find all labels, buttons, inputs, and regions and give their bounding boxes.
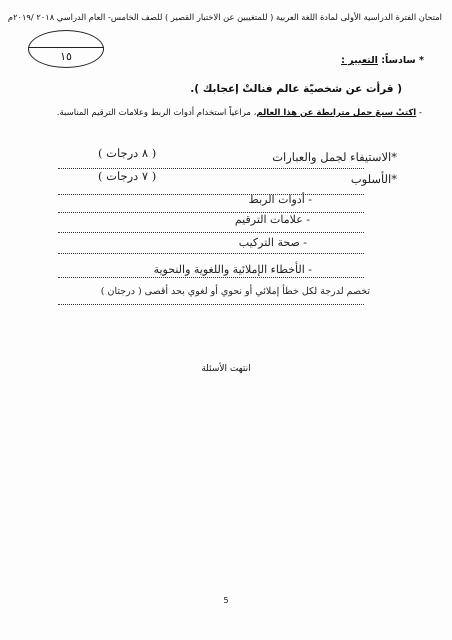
section-title <box>341 55 424 66</box>
handwriting-line-6: - الأخطاء الإملائية واللغوية والنحوية <box>153 263 312 276</box>
grade-divider <box>28 47 104 48</box>
writing-line-7 <box>58 304 364 305</box>
writing-line-6 <box>58 277 364 278</box>
section-title-text: التعبير : <box>341 55 378 66</box>
section-title-prefix: * سادساً: <box>377 55 424 66</box>
writing-line-5 <box>58 253 364 254</box>
handwriting-line-7: تخصم لدرجة لكل خطأ إملائي أو نحوي أو لغوي بحد أقصى ( درجتان ) <box>100 286 370 297</box>
handwriting-line-3: - أدوات الربط <box>248 193 312 206</box>
handwriting-line-4: - علامات الترقيم <box>234 213 310 226</box>
question-1: ( قرأت عن شخصيّة عالم فنالتْ إعجابك ). <box>190 83 402 95</box>
question-2 <box>57 108 422 118</box>
grade-score: ١٥ <box>60 50 72 63</box>
handwriting-line-1: *الاستيفاء لجمل والعبارات <box>272 150 397 164</box>
page-number: 5 <box>223 596 229 605</box>
handwriting-score-1: ( ٨ درجات ) <box>98 146 157 160</box>
question-2-rest: ، مراعياً استخدام أدوات الربط وعلامات الترقيم المناسبة. <box>56 108 257 118</box>
handwriting-line-2: *الأسلوب <box>350 172 397 186</box>
exam-header: امتحان الفترة الدراسية الأولى لمادة اللغة العربية ( للمتغيبين عن الاختبار القصير ) للصف الخامس- العام الدراسي ٢٠١٨ /٢٠١٩م <box>7 12 442 22</box>
handwriting-line-5: - صحة التركيب <box>238 236 307 249</box>
end-of-questions: انتهت الأسئلة <box>201 364 251 374</box>
writing-line-3 <box>58 212 364 213</box>
question-2-prefix: - <box>416 108 422 118</box>
handwriting-score-2: ( ٧ درجات ) <box>98 169 157 183</box>
writing-line-2 <box>58 194 364 195</box>
question-2-instruction: اكتبْ سبعَ جمل مترابطة عن هذا العالم <box>256 108 417 118</box>
writing-line-4 <box>58 232 364 233</box>
